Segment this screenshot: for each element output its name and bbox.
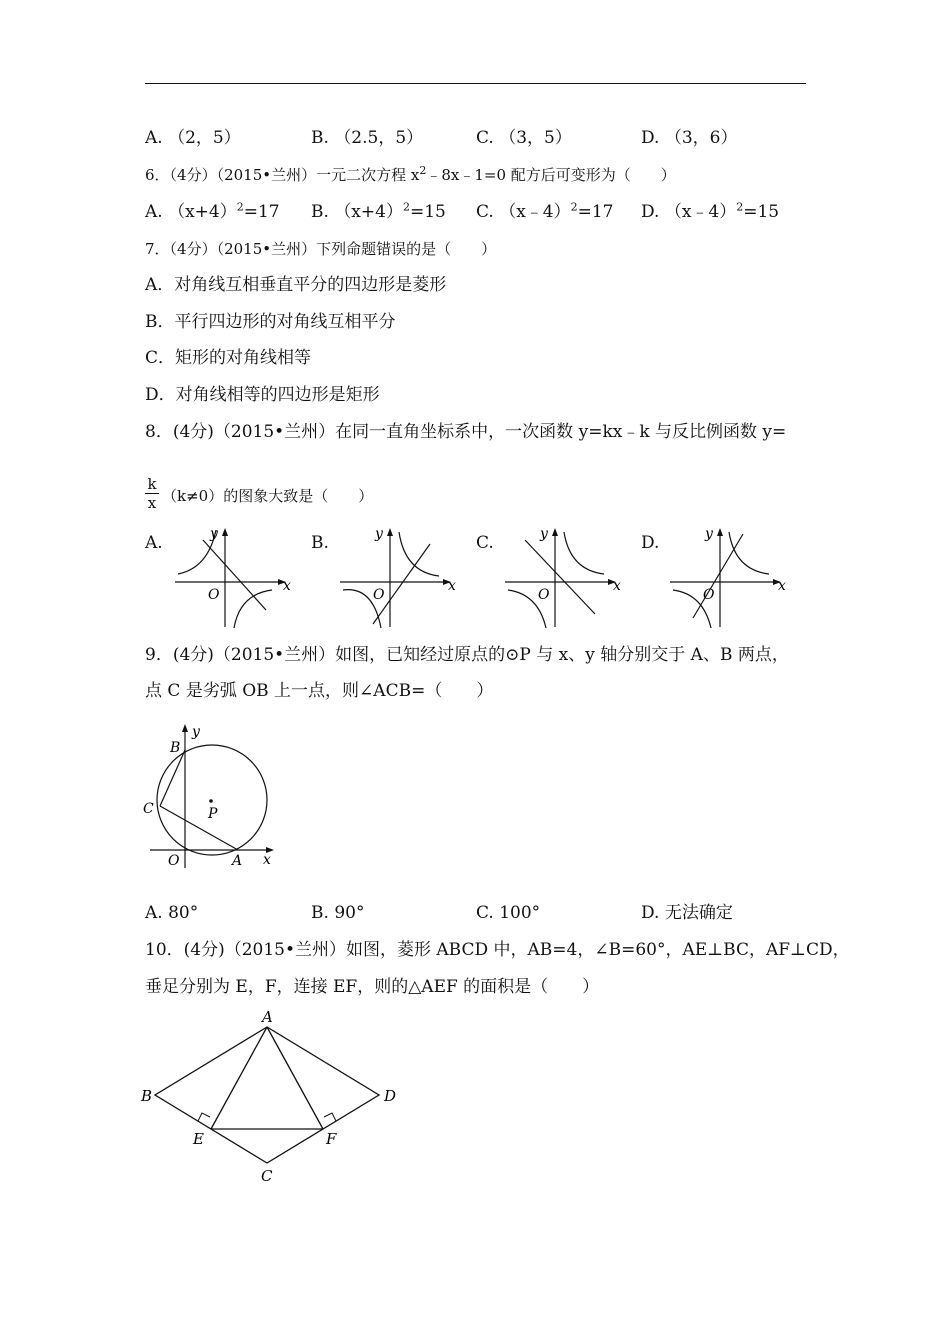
- q7-option-c[interactable]: C．矩形的对角线相等: [145, 348, 312, 368]
- y-axis-label: y: [210, 526, 218, 542]
- q9-option-c[interactable]: C. 100°: [476, 903, 541, 923]
- q6-option-c[interactable]: C. （x﹣4）$^2$=17: [476, 200, 614, 222]
- x-axis-label: x: [283, 578, 291, 594]
- q10-rhombus-figure[interactable]: [138, 1005, 408, 1190]
- label-a: A: [232, 853, 243, 869]
- y-axis-label: y: [540, 526, 548, 542]
- label-x: x: [263, 852, 271, 868]
- y-axis-label: y: [375, 526, 383, 542]
- label-p: P: [208, 806, 218, 822]
- q6-stem: 6．（4分）（2015•兰州）一元二次方程 $x^2﹣8x﹣1=0$ 配方后可变形为（ ）: [145, 164, 676, 184]
- x-axis-label: x: [778, 578, 786, 594]
- label-b: B: [141, 1087, 153, 1105]
- origin-label: O: [208, 587, 220, 603]
- q7-stem: 7．（4分）（2015•兰州）下列命题错误的是（ ）: [145, 240, 497, 258]
- label-a: A: [262, 1008, 273, 1026]
- q9-stem-line1: 9．(4分)（2015•兰州）如图，已知经过原点的⊙P 与 x、y 轴分别交于 A、B 两点，: [145, 645, 789, 665]
- q8-option-d-letter[interactable]: D.: [641, 533, 660, 553]
- q8-option-c-letter[interactable]: C.: [476, 533, 494, 553]
- q9-circle-figure[interactable]: [140, 718, 285, 873]
- q8-graph-b[interactable]: [335, 522, 460, 632]
- fraction-numerator: k: [145, 475, 159, 494]
- q8-stem-line1: 8．(4分)（2015•兰州）在同一直角坐标系中，一次函数 y=kx﹣k 与反比例函数 y=: [145, 422, 787, 442]
- origin-label: O: [703, 587, 715, 603]
- label-o: O: [168, 853, 180, 869]
- q8-option-b-letter[interactable]: B.: [311, 533, 329, 553]
- fraction-denominator: x: [147, 494, 157, 512]
- q6-option-b[interactable]: B. $(x+4)^2=15$: [311, 200, 446, 222]
- q9-stem-line2: 点 C 是劣弧 OB 上一点，则∠ACB=（ ）: [145, 681, 494, 701]
- label-e: E: [193, 1130, 204, 1148]
- q8-graph-c[interactable]: [500, 522, 625, 632]
- q10-stem-line2: 垂足分别为 E，F，连接 EF，则的△AEF 的面积是（ ）: [145, 977, 600, 997]
- origin-label: O: [373, 587, 385, 603]
- q8-graph-d[interactable]: [665, 522, 790, 632]
- q8-stem-line2: （k≠0）的图象大致是（ ）: [162, 487, 374, 505]
- q8-option-a-letter[interactable]: A.: [145, 533, 163, 553]
- q9-option-b[interactable]: B. 90°: [311, 903, 365, 923]
- header-rule: [145, 83, 806, 84]
- x-axis-label: x: [613, 578, 621, 594]
- q6-option-d[interactable]: D. （x﹣4）$^2$=15: [641, 200, 780, 222]
- q5-option-d[interactable]: D. （3，6）: [641, 128, 738, 148]
- q6-option-a[interactable]: A. $(x+4)^2=17$: [145, 200, 280, 222]
- label-y: y: [192, 724, 200, 740]
- q5-option-c[interactable]: C. （3，5）: [476, 128, 572, 148]
- label-c: C: [143, 801, 154, 817]
- q9-option-a[interactable]: A. 80°: [145, 903, 199, 923]
- label-d: D: [384, 1087, 397, 1105]
- q5-option-a[interactable]: A. （2，5）: [145, 128, 241, 148]
- q8-fraction-k-over-x: [145, 475, 159, 512]
- label-b: B: [170, 740, 181, 756]
- q9-option-d[interactable]: D. 无法确定: [641, 903, 733, 923]
- q7-option-b[interactable]: B．平行四边形的对角线互相平分: [145, 312, 396, 332]
- y-axis-label: y: [705, 526, 713, 542]
- q7-option-d[interactable]: D．对角线相等的四边形是矩形: [145, 385, 380, 405]
- x-axis-label: x: [448, 578, 456, 594]
- label-f: F: [326, 1130, 337, 1148]
- q8-graph-a[interactable]: [170, 522, 295, 632]
- label-c: C: [261, 1167, 273, 1185]
- q10-stem-line1: 10．(4分)（2015•兰州）如图，菱形 ABCD 中，AB=4，∠B=60°，AE⊥BC，AF⊥CD，: [145, 940, 850, 960]
- origin-label: O: [538, 587, 550, 603]
- q7-option-a[interactable]: A．对角线互相垂直平分的四边形是菱形: [145, 275, 447, 295]
- q5-option-b[interactable]: B. （2.5，5）: [311, 128, 424, 148]
